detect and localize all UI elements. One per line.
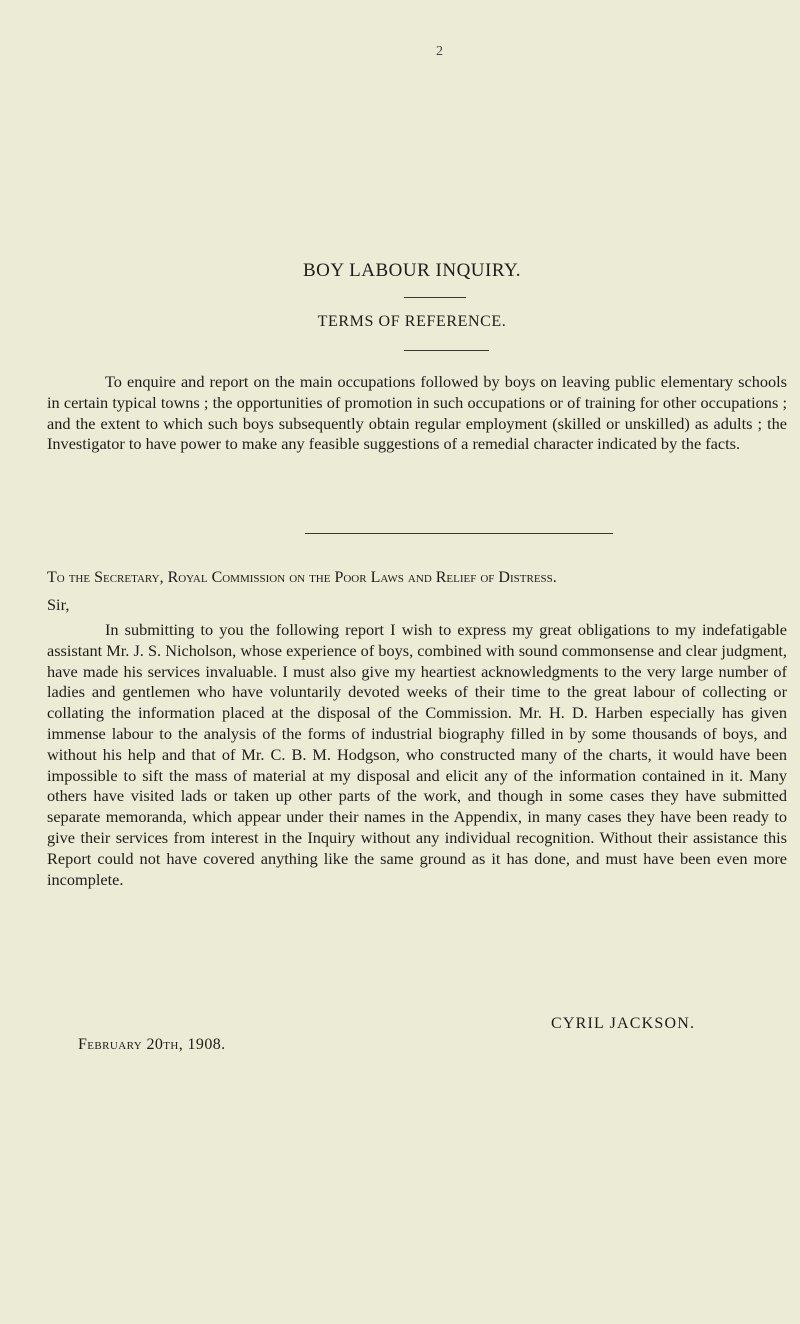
letter-salutation: Sir,: [47, 595, 70, 614]
section-heading: TERMS OF REFERENCE.: [317, 313, 507, 330]
letter-address: To the Secretary, Royal Commission on the Poor Laws and Relief of Distress.: [47, 569, 557, 586]
heading-divider: [404, 350, 489, 351]
document-title: BOY LABOUR INQUIRY.: [303, 260, 521, 281]
letter-date: February 20th, 1908.: [78, 1036, 226, 1053]
letter-body-paragraph: In submitting to you the following report I wish to express my great obligations to my indefatigable assistant Mr. J. S. Nicholson, whose experience of boys, combined with sound commonsense and clear judgment, have made his services invaluable. I must also give my heartiest acknowledgments to the very large number of ladies and gentlemen who have voluntarily devoted weeks of their time to the great labour of collecting or collating the information placed at the disposal of the Commission. Mr. H. D. Harben especially has given immense labour to the analysis of the forms of industrial biography filled in by some thousands of boys, and without his help and that of Mr. C. B. M. Hodgson, who constructed many of the charts, it would have been impossible to sift the mass of material at my disposal and elicit any of the information contained in it. Many others have visited lads or taken up other parts of the work, and though in some cases they have submitted separate memoranda, which appear under their names in the Appendix, in many cases they have been ready to give their services from interest in the Inquiry without any individual recognition. Without their assistance this Report could not have covered anything like the same ground as it has done, and must have been even more incomplete.: [47, 620, 787, 889]
signature: CYRIL JACKSON.: [551, 1015, 696, 1032]
section-divider: [305, 533, 613, 534]
terms-of-reference-paragraph: To enquire and report on the main occupations followed by boys on leaving public elementary schools in certain typical towns ; the opportunities of promotion in such occupations or of training for other occupations ; and the extent to which such boys subsequently obtain regular employment (skilled or unskilled) as adults ; the Investigator to have power to make any feasible suggestions of a remedial character indicated by the facts.: [47, 372, 787, 454]
title-divider: [404, 297, 466, 298]
page-number: 2: [436, 44, 443, 59]
